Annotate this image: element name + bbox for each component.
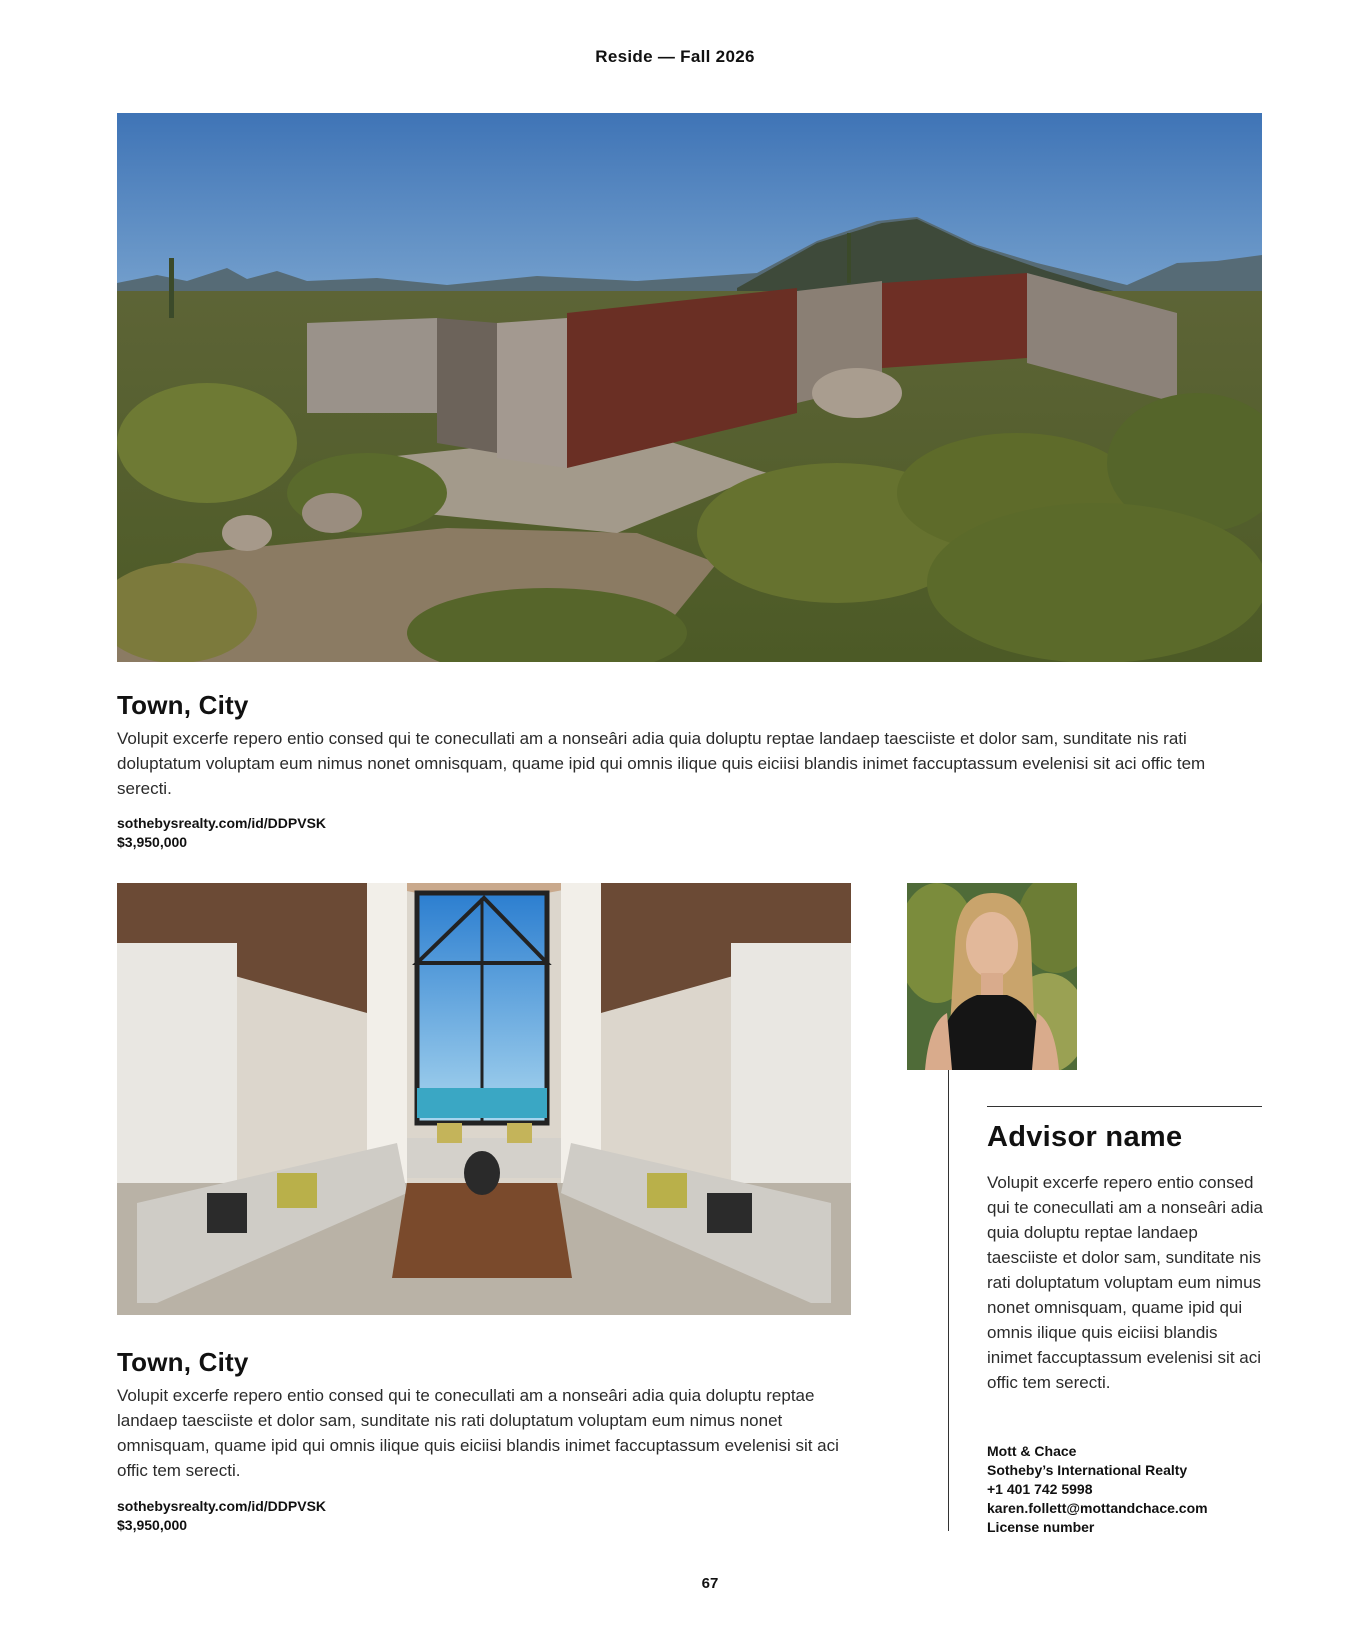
advisor-portrait (907, 883, 1077, 1070)
advisor-company: Sotheby’s International Realty (987, 1462, 1188, 1478)
listing-1-price: $3,950,000 (117, 834, 188, 850)
listing-2-price: $3,950,000 (117, 1517, 188, 1533)
advisor-license: License number (987, 1519, 1095, 1535)
listing-2-url[interactable]: sothebysrealty.com/id/DDPVSK (117, 1498, 327, 1514)
advisor-contact (987, 1442, 1208, 1537)
listing-1-meta (117, 814, 326, 852)
advisor-horizontal-rule (987, 1106, 1262, 1107)
advisor-phone[interactable]: +1 401 742 5998 (987, 1481, 1093, 1497)
listing-2-title: Town, City (117, 1347, 249, 1377)
advisor-name: Advisor name (987, 1121, 1183, 1153)
listing-1-title: Town, City (117, 690, 249, 720)
listing-2-photo (117, 883, 851, 1315)
listing-2-description: Volupit excerfe repero entio consed qui te conecullati am a nonseâri adia quia doluptu reptae landaep taesciiste et dolor sam, sunditate nis rati doluptatum voluptam eum nimus nonet omnisquam, quame ipid qui omnis ilique quis eiciisi blandis inimet faccuptassum evelenisi sit aci offic tem serecti. (117, 1386, 839, 1480)
listing-1-photo (117, 113, 1262, 662)
magazine-header: Reside — Fall 2026 (595, 47, 755, 66)
advisor-bio: Volupit excerfe repero entio consed qui te conecullati am a nonseâri adia quia doluptu reptae landaep taesciiste et dolor sam, sunditate nis rati doluptatum voluptam eum nimus nonet omnisquam, quame ipid qui omnis ilique quis eiciisi blandis inimet faccuptassum evelenisi sit aci offic tem serecti. (987, 1173, 1263, 1392)
page-number: 67 (701, 1575, 719, 1592)
advisor-brokerage: Mott & Chace (987, 1443, 1077, 1459)
listing-2-meta (117, 1497, 326, 1535)
advisor-email[interactable]: karen.follett@mottandchace.com (987, 1500, 1208, 1516)
listing-1-description: Volupit excerfe repero entio consed qui te conecullati am a nonseâri adia quia doluptu reptae landaep taesciiste et dolor sam, sunditate nis rati doluptatum voluptam eum nimus nonet omnisquam, quame ipid qui omnis ilique quis eiciisi blandis inimet faccuptassum evelenisi sit aci offic tem serecti. (117, 729, 1206, 798)
advisor-vertical-rule (948, 1070, 949, 1531)
listing-1-url[interactable]: sothebysrealty.com/id/DDPVSK (117, 815, 327, 831)
